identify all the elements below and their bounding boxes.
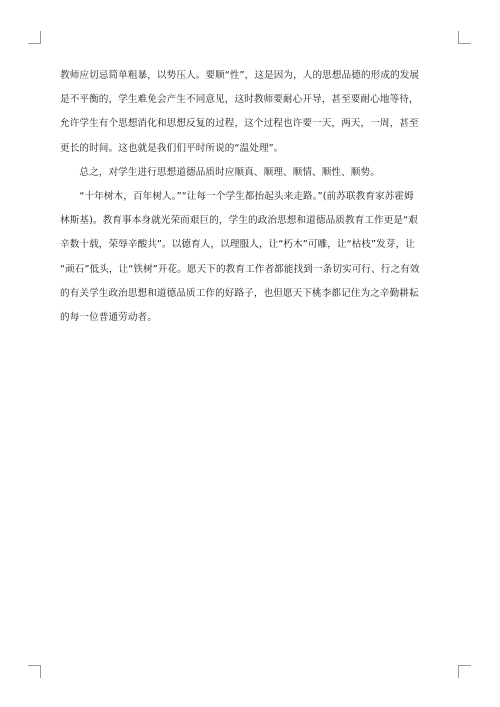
text-line: “顽石”低头，让“铁树”开花。愿天下的教育工作者都能找到一条切实可行、行之有效 [60, 263, 420, 275]
text-line: 的每一位普通劳动者。 [60, 311, 157, 323]
paragraph-2 [60, 161, 444, 185]
text-line: 是不平衡的，学生难免会产生不同意见，这时教师要耐心开导，甚至要耐心地等待， [60, 94, 419, 106]
text-line: 辛数十载，荣辱辛酸共”。以德育人，以理服人，让“朽木”可雕，让“枯枝”发芽，让 [60, 239, 415, 251]
crop-mark-top-left [28, 31, 41, 44]
text-line: “十年树木，百年树人。”“让每一个学生都抬起头来走路。”(前苏联教育家苏霍姆 [60, 190, 414, 202]
crop-mark-bottom-right [458, 665, 471, 678]
text-line: 林斯基)。教育事本身就光荣而艰巨的，学生的政治思想和道德品质教育工作更是“艰 [60, 215, 418, 227]
text-line: 允许学生有个思想消化和思想反复的过程，这个过程也许要一天，两天，一周，甚至 [60, 118, 419, 130]
text-line: 总之，对学生进行思想道德品质时应顺真、顺理、顺情、顺性、顺势。 [60, 166, 380, 178]
text-line: 更长的时间。这也就是我们们平时所说的“温处理”。 [60, 142, 284, 154]
paragraph-1 [60, 64, 444, 161]
text-line: 的有关学生政治思想和道德品质工作的好路子，也但愿天下桃李都记住为之辛勤耕耘 [60, 287, 419, 299]
document-body [60, 64, 444, 330]
paragraph-3 [60, 185, 444, 330]
text-line: 教师应切忌简单粗暴，以势压人。要顺“性”，这是因为，人的思想品德的形成的发展 [60, 70, 420, 81]
crop-mark-top-right [458, 31, 471, 44]
crop-mark-bottom-left [28, 665, 41, 678]
